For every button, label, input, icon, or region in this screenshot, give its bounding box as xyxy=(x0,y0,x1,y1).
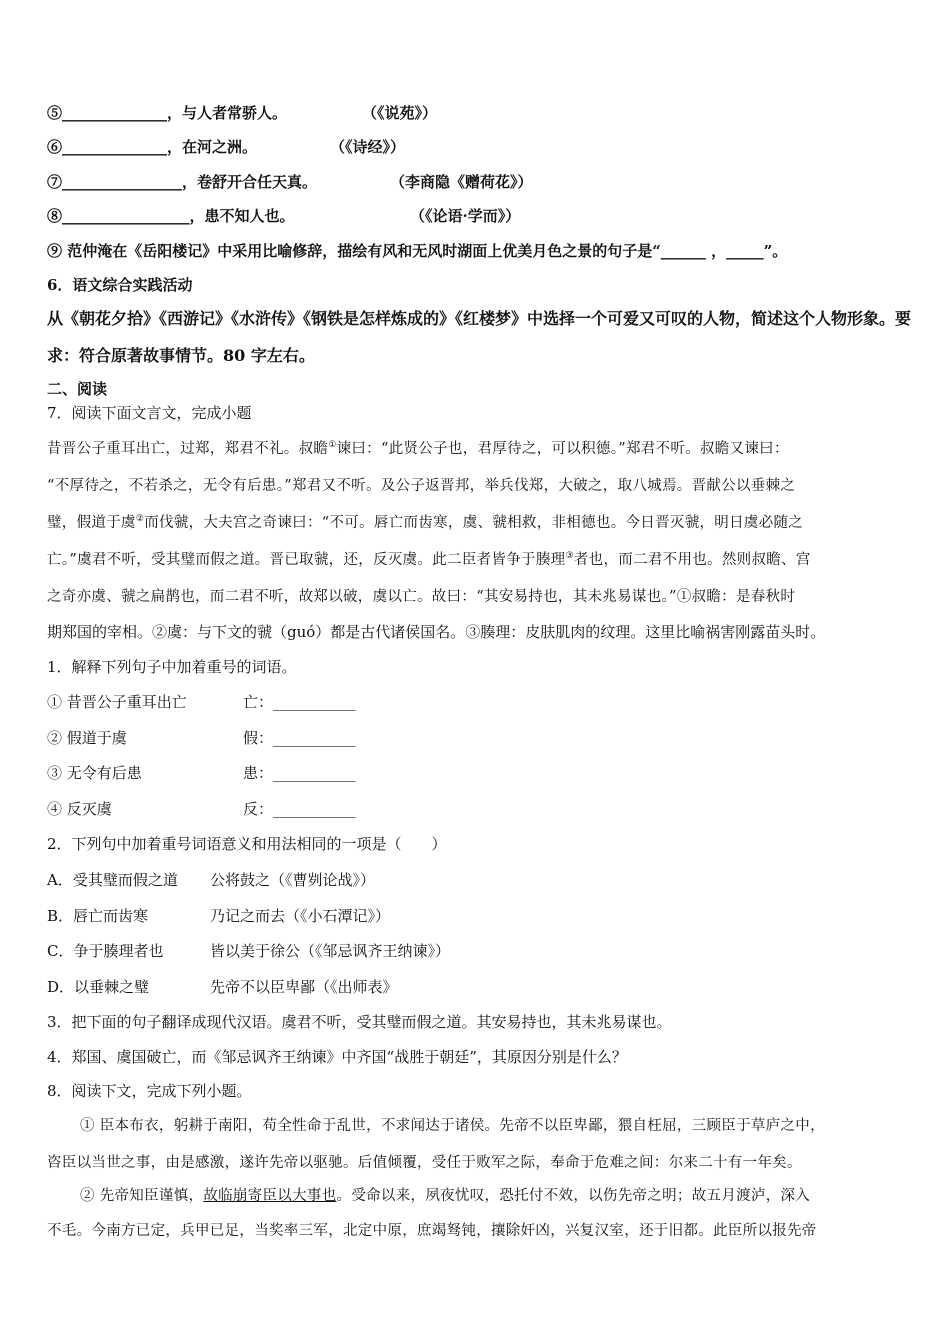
passage-8-line-4: 不毛。今南方已定，兵甲已足，当奖率三军，北定中原，庶竭驽钝，攘除奸凶，兴复汉室，还于旧都。此臣所以报先帝 xyxy=(47,1223,817,1239)
sub-question-1-title: 1．解释下列句子中加着重号的词语。 xyxy=(47,658,297,676)
question-8-title: 8．阅读下文，完成下列小题。 xyxy=(47,1082,252,1100)
question-6-text-line1: 从《朝花夕拾》《西游记》《水浒传》《钢铁是怎样炼成的》《红楼梦》中选择一个可爱又可叹的人物，简述这个人物形象。要 xyxy=(47,309,912,328)
passage-notes: 期郑国的宰相。②虞：与下文的虢（guó）都是古代诸侯国名。③腠理：皮肤肌肉的纹理。这里比喻祸害刚露苗头时。 xyxy=(47,623,826,641)
answer-blank[interactable]: 患：___________ xyxy=(243,764,356,782)
fill-in-item-5: ⑤______________，与人者常骄人。 xyxy=(47,104,288,122)
option-d-compare: 先帝不以臣卑鄙（《出师表》 xyxy=(210,978,398,996)
fill-in-source-5: （《说苑》） xyxy=(362,104,438,122)
fill-in-source-7: （李商隐《赠荷花》） xyxy=(390,173,533,191)
sub-question-1-item: ③ 无令有后患 xyxy=(47,764,142,782)
fill-in-item-8: ⑧_________________，患不知人也。 xyxy=(47,207,295,225)
passage-line-2: “不厚待之，不若杀之，无令有后患。”郑君又不听。及公子返晋邦，举兵伐郑，大破之，取八城焉。晋献公以垂棘之 xyxy=(47,478,796,494)
sub-question-1-item: ② 假道于虞 xyxy=(47,729,127,747)
option-a-compare: 公将鼓之（《曹刿论战》） xyxy=(210,871,376,889)
question-6-text-line2: 求：符合原著故事情节。80 字左右。 xyxy=(47,346,315,365)
option-b-compare: 乃记之而去（《小石潭记》） xyxy=(210,907,391,925)
option-c[interactable]: C．争于腠理者也 xyxy=(47,942,164,960)
passage-8-line-2: 咨臣以当世之事，由是感激，遂许先帝以驱驰。后值倾覆，受任于败军之际，奉命于危难之间：尔来二十有一年矣。 xyxy=(47,1155,802,1171)
fill-in-source-8: （《论语·学而》） xyxy=(410,207,521,225)
answer-blank[interactable]: 反：___________ xyxy=(243,800,356,818)
sub-question-1-item: ① 昔晋公子重耳出亡 xyxy=(47,693,187,711)
passage-line-4: 亡。”虞君不听，受其璧而假之道。晋已取虢，还，反灭虞。此二臣者皆争于腠理③者也，而二君不用也。然则叔瞻、宫 xyxy=(47,551,811,568)
sub-question-4: 4．郑国、虞国破亡，而《邹忌讽齐王纳谏》中齐国“战胜于朝廷”，其原因分别是什么？ xyxy=(47,1048,627,1066)
sub-question-3: 3．把下面的句子翻译成现代汉语。虞君不听，受其璧而假之道。其安易持也，其未兆易谋也。 xyxy=(47,1013,672,1031)
question-9: ⑨ 范仲淹在《岳阳楼记》中采用比喻修辞，描绘有风和无风时湖面上优美月色之景的句子是“______ ，_____”。 xyxy=(47,242,788,260)
option-d[interactable]: D．以垂棘之璧 xyxy=(47,978,150,996)
passage-8-line-1: ① 臣本布衣，躬耕于南阳，苟全性命于乱世，不求闻达于诸侯。先帝不以臣卑鄙，猥自枉屈，三顾臣于草庐之中， xyxy=(80,1118,825,1134)
passage-line-3: 璧，假道于虞②而伐虢，大夫宫之奇谏曰：“不可。唇亡而齿寒，虞、虢相救，非相德也。今日晋灭虢，明日虞必随之 xyxy=(47,514,804,531)
passage-line-5: 之奇亦虞、虢之扁鹊也，而二君不听，故郑以破，虞以亡。故曰：“其安易持也，其未兆易谋也。”①叔瞻：是春秋时 xyxy=(47,589,796,605)
section-reading-heading: 二、阅读 xyxy=(47,380,108,398)
fill-in-item-7: ⑦________________，卷舒开合任天真。 xyxy=(47,173,318,191)
fill-in-item-6: ⑥______________，在河之洲。 xyxy=(47,138,258,156)
question-7-title: 7．阅读下面文言文，完成小题 xyxy=(47,404,252,422)
sub-question-1-item: ④ 反灭虞 xyxy=(47,800,112,818)
answer-blank[interactable]: 假：___________ xyxy=(243,729,356,747)
answer-blank[interactable]: 亡：___________ xyxy=(243,693,356,711)
passage-line-1: 昔晋公子重耳出亡，过郑，郑君不礼。叔瞻①谏曰：“此贤公子也，君厚待之，可以积德。”郑君不听。叔瞻又谏曰： xyxy=(47,440,789,457)
fill-in-source-6: （《诗经》） xyxy=(330,138,406,156)
question-6-title: 6．语文综合实践活动 xyxy=(47,276,193,294)
option-a[interactable]: A．受其璧而假之道 xyxy=(47,871,178,889)
underlined-sentence: 故临崩寄臣以大事也 xyxy=(203,1188,337,1204)
option-c-compare: 皆以美于徐公（《邹忌讽齐王纳谏》） xyxy=(210,942,451,960)
passage-8-line-3: ② 先帝知臣谨慎，故临崩寄臣以大事也。受命以来，夙夜忧叹，恐托付不效，以伤先帝之明；故五月渡泸，深入 xyxy=(80,1188,811,1204)
sub-question-2-title: 2．下列句中加着重号词语意义和用法相同的一项是（ ） xyxy=(47,835,447,853)
option-b[interactable]: B．唇亡而齿寒 xyxy=(47,907,149,925)
